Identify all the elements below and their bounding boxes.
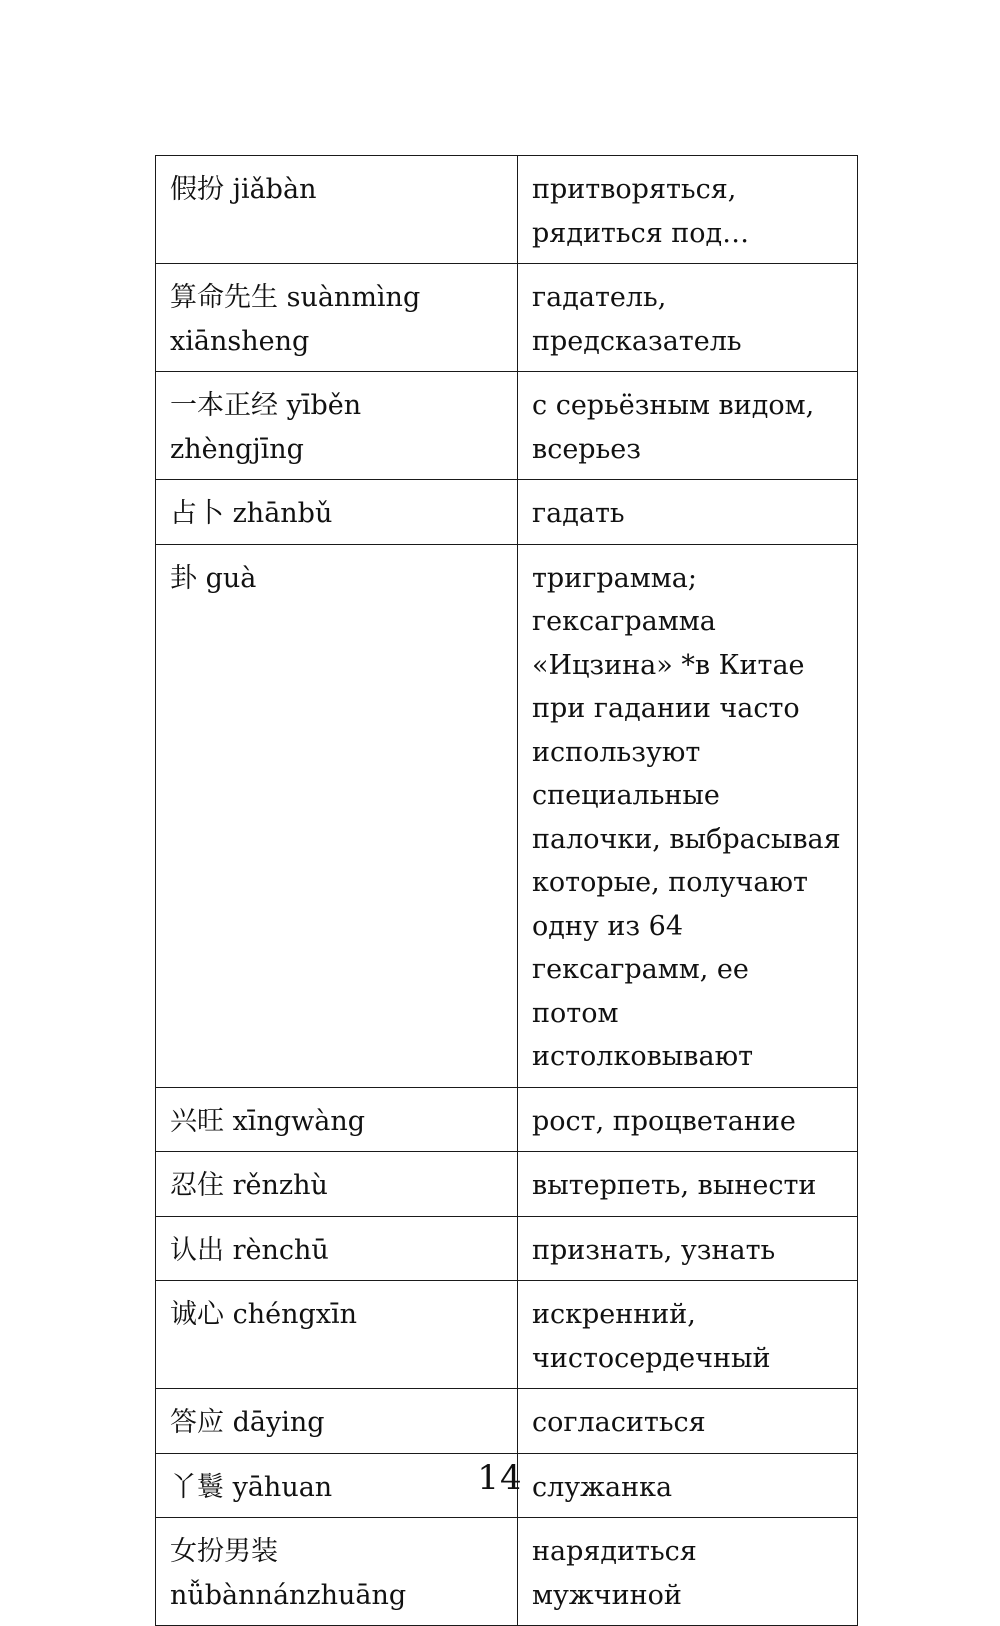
table-row [156, 264, 858, 372]
definition-text: гадать [532, 498, 625, 529]
page-number: 14 [477, 1458, 523, 1498]
definition-text: триграмма; гексаграмма «Ицзина» *в Китае при гадании часто используют специальные палочки, выбрасывая которые, получают одну из 64 гексаграмм, ее потом истолковывают [532, 562, 841, 1072]
term-text: 兴旺 xīngwàng [170, 1105, 365, 1137]
definition-text: служанка [532, 1471, 673, 1503]
term-text: 占卜 zhānbǔ [170, 498, 333, 529]
term-text: 假扮 jiǎbàn [170, 174, 317, 205]
definition-text: нарядиться мужчиной [532, 1536, 697, 1611]
definition-text: притворяться, рядиться под… [532, 174, 750, 249]
term-text: 女扮男装 nǚbànnánzhuāng [170, 1536, 407, 1611]
term-cell [156, 1087, 518, 1152]
definition-cell [518, 156, 858, 264]
table-row [156, 372, 858, 480]
definition-text: согласиться [532, 1407, 706, 1438]
table-row [156, 1087, 858, 1152]
term-text: 答应 dāying [170, 1407, 325, 1438]
definition-cell [518, 1087, 858, 1152]
term-cell [156, 480, 518, 545]
definition-cell [518, 1152, 858, 1217]
definition-cell [518, 1216, 858, 1281]
definition-cell [518, 372, 858, 480]
definition-text: гадатель, предсказатель [532, 282, 742, 357]
term-cell [156, 156, 518, 264]
term-text: 丫鬟 yāhuan [170, 1471, 333, 1503]
term-cell [156, 1518, 518, 1626]
definition-cell [518, 1518, 858, 1626]
term-cell [156, 264, 518, 372]
term-text: 卦 guà [170, 562, 257, 594]
definition-text: искренний, чистосердечный [532, 1299, 771, 1374]
table-row [156, 1281, 858, 1389]
table-row [156, 544, 858, 1087]
definition-text: рост, процветание [532, 1105, 796, 1137]
definition-text: признать, узнать [532, 1234, 776, 1266]
term-cell [156, 1281, 518, 1389]
table-row [156, 480, 858, 545]
term-text: 算命先生 suànmìng xiānsheng [170, 282, 421, 357]
term-cell [156, 1216, 518, 1281]
term-text: 诚心 chéngxīn [170, 1299, 357, 1330]
definition-cell [518, 544, 858, 1087]
definition-text: вытерпеть, вынести [532, 1170, 817, 1201]
table-row [156, 1518, 858, 1626]
table-row [156, 1152, 858, 1217]
term-text: 认出 rènchū [170, 1234, 329, 1266]
table-row [156, 1389, 858, 1454]
term-text: 忍住 rěnzhù [170, 1170, 328, 1201]
term-cell [156, 1152, 518, 1217]
term-cell [156, 372, 518, 480]
definition-cell [518, 1281, 858, 1389]
definition-cell [518, 480, 858, 545]
vocabulary-table [155, 155, 858, 1626]
definition-text: с серьёзным видом, всерьез [532, 390, 815, 465]
term-text: 一本正经 yīběn zhèngjīng [170, 390, 362, 465]
table-row [156, 1216, 858, 1281]
definition-cell [518, 1389, 858, 1454]
definition-cell [518, 264, 858, 372]
term-cell [156, 544, 518, 1087]
table-row [156, 156, 858, 264]
term-cell [156, 1389, 518, 1454]
